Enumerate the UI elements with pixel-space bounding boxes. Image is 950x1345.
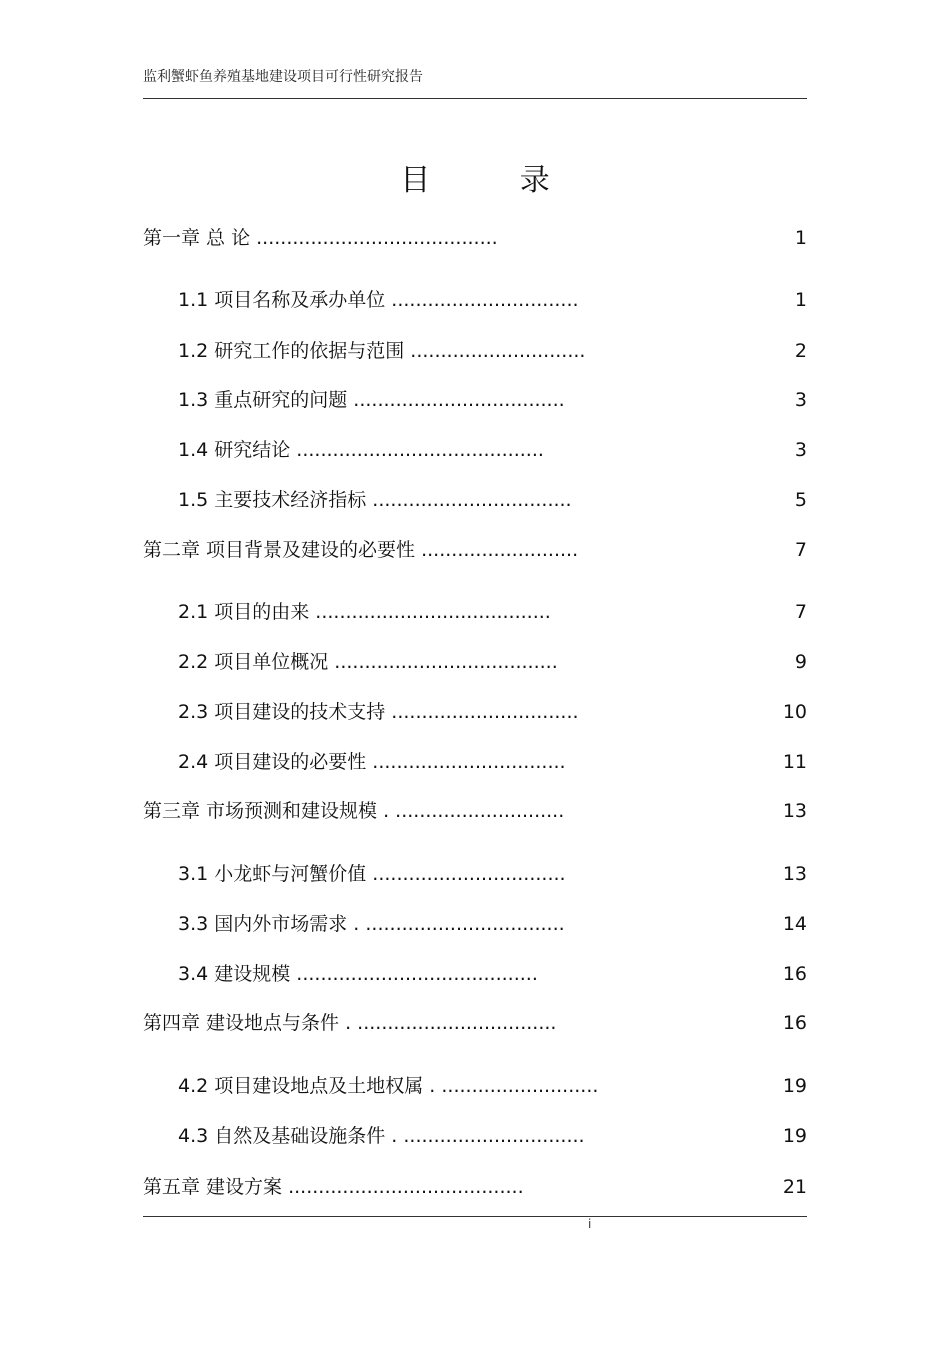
toc-entry-page: 19 bbox=[782, 1075, 807, 1097]
toc-entry-page: 3 bbox=[794, 389, 807, 411]
toc-entry-page: 7 bbox=[794, 601, 807, 623]
toc-entry-label: 2.2 项目单位概况 ..................................... bbox=[178, 651, 558, 673]
toc-entry-page: 13 bbox=[782, 800, 807, 822]
toc-entry-label: 2.4 项目建设的必要性 ................................ bbox=[178, 751, 566, 773]
toc-entry-page: 9 bbox=[794, 651, 807, 673]
toc-entry[interactable] bbox=[178, 336, 807, 366]
toc-entry[interactable] bbox=[178, 435, 807, 465]
toc-entry-page: 3 bbox=[794, 439, 807, 461]
toc-entry[interactable] bbox=[143, 796, 807, 826]
toc-entry[interactable] bbox=[178, 1071, 807, 1101]
toc-entry-label: 第四章 建设地点与条件 . ................................. bbox=[143, 1012, 557, 1034]
toc-entry-label: 1.2 研究工作的依据与范围 ............................. bbox=[178, 340, 586, 362]
toc-entry[interactable] bbox=[143, 1172, 807, 1202]
footer-page-number: i bbox=[588, 1217, 592, 1231]
toc-entry-label: 3.3 国内外市场需求 . ................................. bbox=[178, 913, 565, 935]
toc-entry-label: 1.3 重点研究的问题 ................................... bbox=[178, 389, 565, 411]
toc-entry-page: 10 bbox=[782, 701, 807, 723]
running-header: 监利蟹虾鱼养殖基地建设项目可行性研究报告 bbox=[143, 69, 423, 85]
toc-entry[interactable] bbox=[178, 285, 807, 315]
toc-entry[interactable] bbox=[178, 859, 807, 889]
toc-entry-label: 第一章 总 论 ........................................ bbox=[143, 227, 498, 249]
toc-entry-label: 4.3 自然及基础设施条件 . .............................. bbox=[178, 1125, 585, 1147]
toc-entry-page: 16 bbox=[782, 963, 807, 985]
toc-entry-label: 3.4 建设规模 ........................................ bbox=[178, 963, 538, 985]
toc-entry[interactable] bbox=[178, 385, 807, 415]
toc-entry[interactable] bbox=[143, 223, 807, 253]
toc-entry-page: 5 bbox=[794, 489, 807, 511]
toc-entry[interactable] bbox=[178, 697, 807, 727]
footer-divider bbox=[143, 1216, 807, 1217]
toc-entry-page: 2 bbox=[794, 340, 807, 362]
toc-entry[interactable] bbox=[178, 647, 807, 677]
toc-entry-label: 2.3 项目建设的技术支持 ............................... bbox=[178, 701, 579, 723]
toc-entry-label: 1.5 主要技术经济指标 ................................. bbox=[178, 489, 572, 511]
toc-entry[interactable] bbox=[178, 747, 807, 777]
toc-entry-page: 16 bbox=[782, 1012, 807, 1034]
toc-entry-label: 3.1 小龙虾与河蟹价值 ................................ bbox=[178, 863, 566, 885]
toc-entry-page: 1 bbox=[794, 289, 807, 311]
toc-entry-page: 21 bbox=[782, 1176, 807, 1198]
toc-entry-label: 第五章 建设方案 ....................................... bbox=[143, 1176, 524, 1198]
toc-entry[interactable] bbox=[178, 1121, 807, 1151]
toc-entry[interactable] bbox=[178, 485, 807, 515]
toc-entry[interactable] bbox=[178, 597, 807, 627]
toc-entry-page: 11 bbox=[782, 751, 807, 773]
toc-entry-label: 4.2 项目建设地点及土地权属 . .......................... bbox=[178, 1075, 599, 1097]
toc-title: 目 录 bbox=[400, 163, 590, 198]
header-divider bbox=[143, 98, 807, 99]
toc-entry-label: 1.4 研究结论 ......................................... bbox=[178, 439, 544, 461]
toc-entry-label: 1.1 项目名称及承办单位 ............................... bbox=[178, 289, 579, 311]
toc-entry-label: 第三章 市场预测和建设规模 . ............................ bbox=[143, 800, 565, 822]
toc-entry-page: 19 bbox=[782, 1125, 807, 1147]
toc-entry-page: 1 bbox=[794, 227, 807, 249]
toc-entry[interactable] bbox=[178, 909, 807, 939]
toc-entry-page: 13 bbox=[782, 863, 807, 885]
toc-entry-label: 2.1 项目的由来 ....................................... bbox=[178, 601, 551, 623]
toc-entry[interactable] bbox=[143, 535, 807, 565]
toc-entry[interactable] bbox=[178, 959, 807, 989]
toc-entry-label: 第二章 项目背景及建设的必要性 .......................... bbox=[143, 539, 579, 561]
toc-entry-page: 14 bbox=[782, 913, 807, 935]
toc-entry[interactable] bbox=[143, 1008, 807, 1038]
toc-entry-page: 7 bbox=[794, 539, 807, 561]
